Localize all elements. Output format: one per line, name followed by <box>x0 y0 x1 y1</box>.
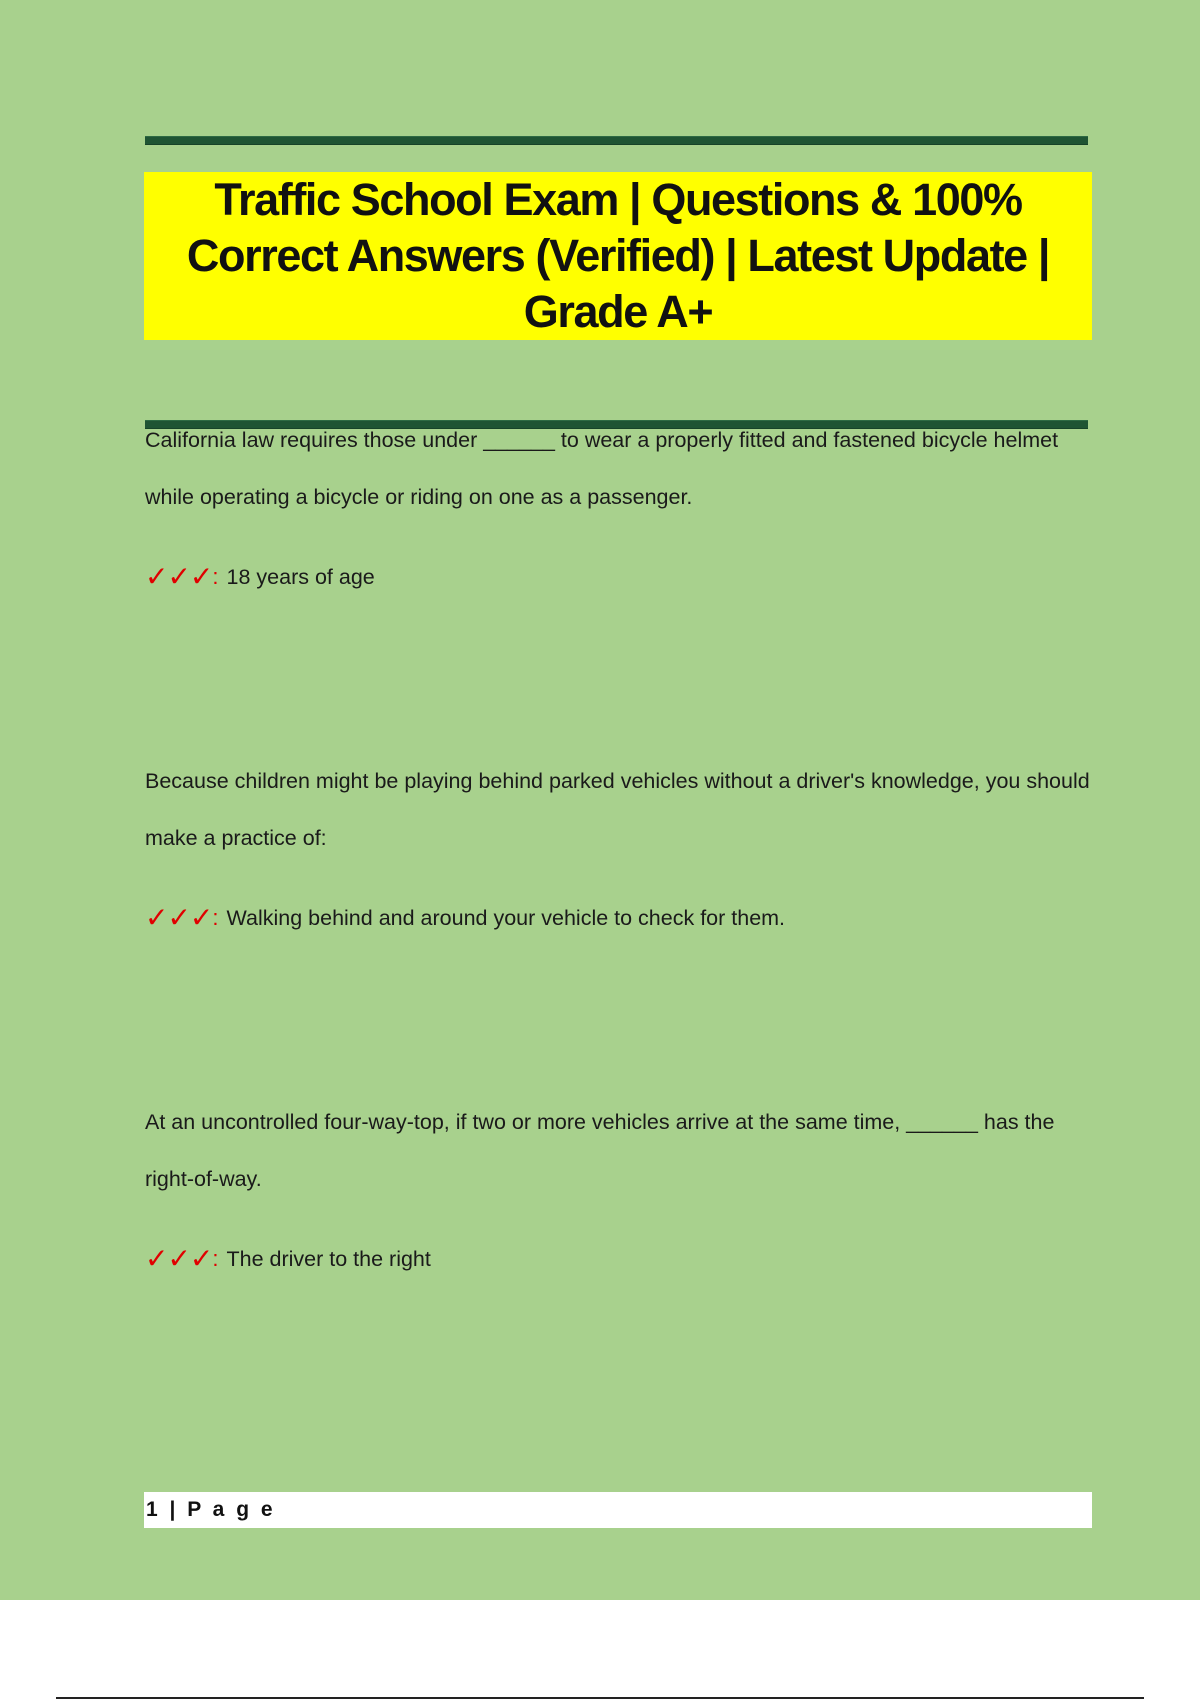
qa-item <box>145 412 1090 591</box>
document-title: Traffic School Exam | Questions & 100% Correct Answers (Verified) | Latest Update | Grade A+ <box>186 174 1050 337</box>
answer-text: Walking behind and around your vehicle to check for them. <box>226 905 786 930</box>
page-number: 1 | P a g e <box>146 1498 276 1521</box>
checkmark-icon: ✓✓✓ <box>145 560 213 593</box>
question-text: Because children might be playing behind parked vehicles without a driver's knowledge, you should make a practice of: <box>145 769 1090 850</box>
question-text: At an uncontrolled four-way-top, if two or more vehicles arrive at the same time, ______ has the right-of-way. <box>145 1110 1055 1191</box>
qa-item <box>145 1094 1090 1273</box>
answer-separator: : <box>212 564 219 589</box>
question-text: California law requires those under ______ to wear a properly fitted and fastened bicycle helmet while operating a bicycle or riding on one as a passenger. <box>145 428 1059 509</box>
qa-item <box>145 753 1090 932</box>
checkmark-icon: ✓✓✓ <box>145 901 213 934</box>
answer-line <box>145 1242 1090 1275</box>
answer-text: The driver to the right <box>226 1246 431 1271</box>
title-banner <box>144 172 1092 340</box>
answer-separator: : <box>212 1246 219 1271</box>
answer-line <box>145 560 1090 593</box>
answer-separator: : <box>212 905 219 930</box>
answer-line <box>145 901 1090 934</box>
top-divider <box>145 136 1088 145</box>
bottom-divider <box>56 1697 1144 1699</box>
checkmark-icon: ✓✓✓ <box>145 1242 213 1275</box>
page-footer <box>144 1492 1092 1528</box>
answer-text: 18 years of age <box>226 564 375 589</box>
